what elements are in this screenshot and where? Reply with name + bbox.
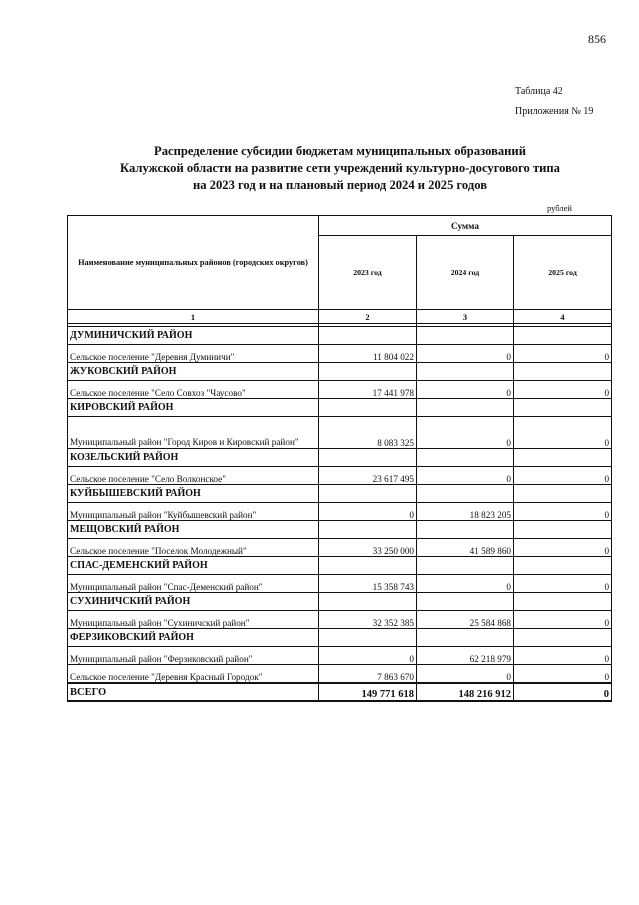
municipality-name: Сельское поселение "Поселок Молодежный"	[68, 539, 319, 557]
column-number: 2	[319, 310, 417, 324]
total-row	[68, 683, 612, 701]
total-label: ВСЕГО	[68, 683, 319, 701]
table-row	[68, 503, 612, 521]
value-2025: 0	[514, 467, 612, 485]
value-2024: 62 218 979	[417, 647, 514, 665]
document-title	[70, 143, 610, 194]
header-name-column: Наименование муниципальных районов (городских округов)	[68, 216, 319, 310]
municipality-name: Муниципальный район "Куйбышевский район"	[68, 503, 319, 521]
table-row	[68, 381, 612, 399]
value-2024: 25 584 868	[417, 611, 514, 629]
column-number: 1	[68, 310, 319, 324]
value-2025: 0	[514, 665, 612, 684]
empty-cell	[319, 327, 417, 345]
table-row	[68, 575, 612, 593]
region-name: ЖУКОВСКИЙ РАЙОН	[68, 363, 319, 381]
empty-cell	[417, 363, 514, 381]
empty-cell	[319, 485, 417, 503]
unit-label: рублей	[547, 203, 572, 213]
value-2025: 0	[514, 381, 612, 399]
empty-cell	[319, 629, 417, 647]
municipality-name: Муниципальный район "Город Киров и Кировский район"	[68, 417, 319, 449]
value-2025: 0	[514, 575, 612, 593]
region-row	[68, 449, 612, 467]
value-2023: 32 352 385	[319, 611, 417, 629]
empty-cell	[514, 327, 612, 345]
empty-cell	[319, 449, 417, 467]
appendix-label: Приложения № 19	[515, 106, 594, 117]
header-year-2025: 2025 год	[514, 236, 612, 310]
value-2025: 0	[514, 503, 612, 521]
municipality-name: Сельское поселение "Село Совхоз "Чаусово"	[68, 381, 319, 399]
empty-cell	[514, 557, 612, 575]
region-name: ДУМИНИЧСКИЙ РАЙОН	[68, 327, 319, 345]
title-line: на 2023 год и на плановый период 2024 и 2025 годов	[192, 178, 488, 192]
subsidy-table	[67, 215, 612, 702]
value-2023: 23 617 495	[319, 467, 417, 485]
table-body	[68, 327, 612, 684]
empty-cell	[417, 593, 514, 611]
region-row	[68, 593, 612, 611]
page-number: 856	[588, 32, 606, 46]
municipality-name: Сельское поселение "Деревня Думиничи"	[68, 345, 319, 363]
region-name: СПАС-ДЕМЕНСКИЙ РАЙОН	[68, 557, 319, 575]
table-row	[68, 539, 612, 557]
region-row	[68, 363, 612, 381]
empty-cell	[514, 629, 612, 647]
table-row	[68, 467, 612, 485]
header-year-2023: 2023 год	[319, 236, 417, 310]
total-2024: 148 216 912	[417, 683, 514, 701]
municipality-name: Муниципальный район "Сухиничский район"	[68, 611, 319, 629]
region-name: КИРОВСКИЙ РАЙОН	[68, 399, 319, 417]
empty-cell	[514, 485, 612, 503]
header-sum: Сумма	[319, 216, 612, 236]
value-2025: 0	[514, 345, 612, 363]
value-2025: 0	[514, 417, 612, 449]
value-2023: 33 250 000	[319, 539, 417, 557]
empty-cell	[417, 521, 514, 539]
empty-cell	[417, 629, 514, 647]
table-label: Таблица 42	[515, 86, 563, 97]
value-2023: 17 441 978	[319, 381, 417, 399]
municipality-name: Муниципальный район "Ферзиковский район"	[68, 647, 319, 665]
value-2024: 0	[417, 467, 514, 485]
region-name: КУЙБЫШЕВСКИЙ РАЙОН	[68, 485, 319, 503]
empty-cell	[417, 399, 514, 417]
empty-cell	[319, 363, 417, 381]
value-2023: 0	[319, 647, 417, 665]
empty-cell	[514, 363, 612, 381]
empty-cell	[319, 557, 417, 575]
title-line: Распределение субсидии бюджетам муниципальных образований	[154, 144, 526, 158]
value-2025: 0	[514, 647, 612, 665]
region-name: ФЕРЗИКОВСКИЙ РАЙОН	[68, 629, 319, 647]
column-number: 3	[417, 310, 514, 324]
region-row	[68, 399, 612, 417]
municipality-name: Сельское поселение "Деревня Красный Городок"	[68, 665, 319, 684]
municipality-name: Муниципальный район "Спас-Деменский район"	[68, 575, 319, 593]
value-2023: 8 083 325	[319, 417, 417, 449]
value-2025: 0	[514, 611, 612, 629]
title-line: Калужской области на развитие сети учреждений культурно-досугового типа	[120, 161, 560, 175]
table-row	[68, 345, 612, 363]
region-name: КОЗЕЛЬСКИЙ РАЙОН	[68, 449, 319, 467]
column-number: 4	[514, 310, 612, 324]
total-2025: 0	[514, 683, 612, 701]
empty-cell	[417, 557, 514, 575]
value-2023: 11 804 022	[319, 345, 417, 363]
value-2024: 18 823 205	[417, 503, 514, 521]
value-2023: 0	[319, 503, 417, 521]
value-2024: 0	[417, 345, 514, 363]
empty-cell	[417, 327, 514, 345]
empty-cell	[514, 399, 612, 417]
table-row	[68, 665, 612, 684]
empty-cell	[514, 593, 612, 611]
value-2024: 41 589 860	[417, 539, 514, 557]
total-2023: 149 771 618	[319, 683, 417, 701]
region-name: СУХИНИЧСКИЙ РАЙОН	[68, 593, 319, 611]
region-name: МЕЩОВСКИЙ РАЙОН	[68, 521, 319, 539]
region-row	[68, 485, 612, 503]
table-row	[68, 417, 612, 449]
empty-cell	[417, 485, 514, 503]
table-row	[68, 611, 612, 629]
empty-cell	[319, 593, 417, 611]
empty-cell	[514, 449, 612, 467]
region-row	[68, 327, 612, 345]
value-2024: 0	[417, 575, 514, 593]
value-2024: 0	[417, 417, 514, 449]
region-row	[68, 521, 612, 539]
empty-cell	[319, 399, 417, 417]
value-2024: 0	[417, 665, 514, 684]
value-2025: 0	[514, 539, 612, 557]
empty-cell	[514, 521, 612, 539]
value-2023: 7 863 670	[319, 665, 417, 684]
empty-cell	[319, 521, 417, 539]
region-row	[68, 557, 612, 575]
municipality-name: Сельское поселение "Село Волконское"	[68, 467, 319, 485]
header-year-2024: 2024 год	[417, 236, 514, 310]
table-row	[68, 647, 612, 665]
value-2023: 15 358 743	[319, 575, 417, 593]
region-row	[68, 629, 612, 647]
value-2024: 0	[417, 381, 514, 399]
empty-cell	[417, 449, 514, 467]
